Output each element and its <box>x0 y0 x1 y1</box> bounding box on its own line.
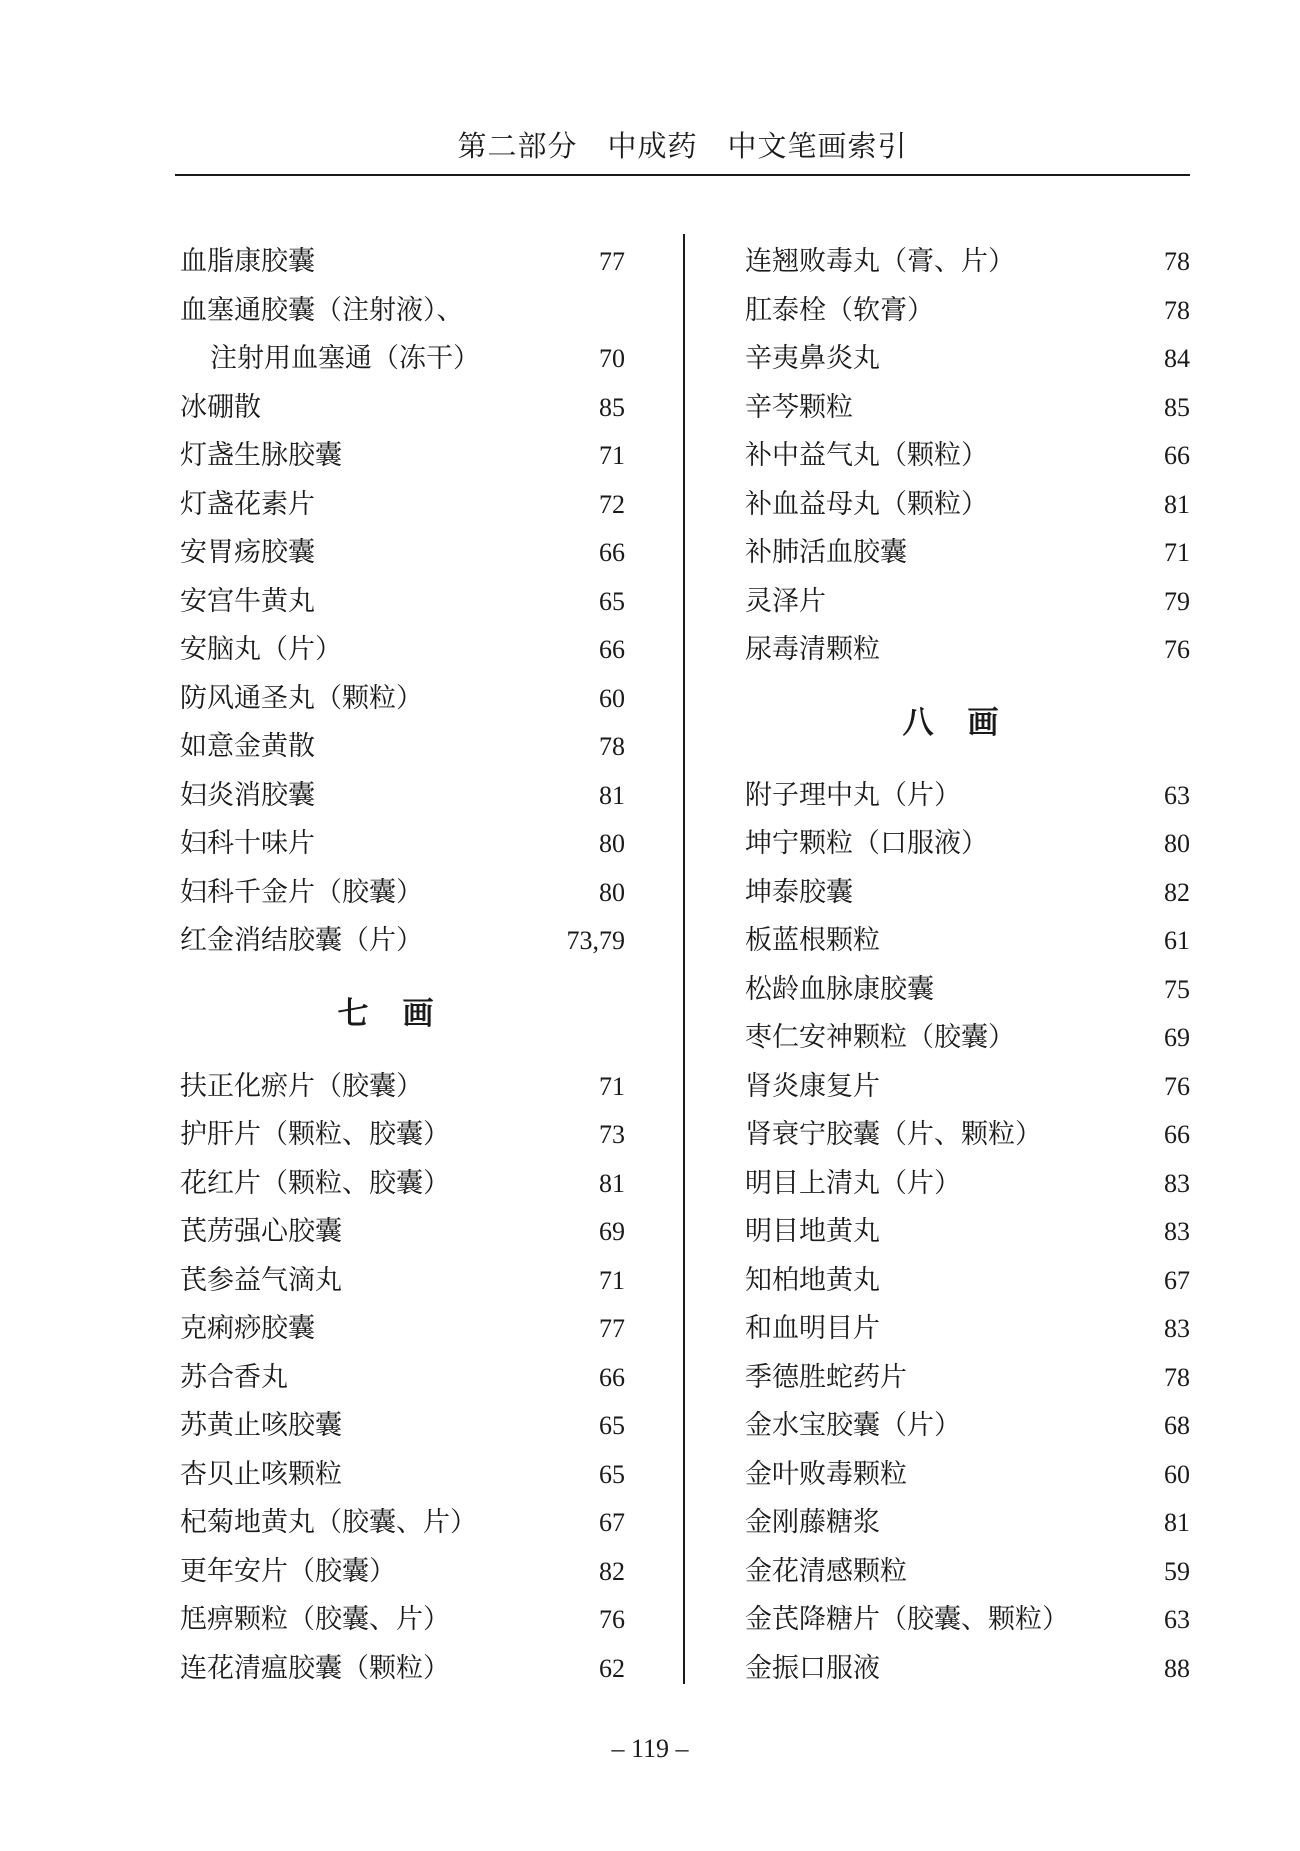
entry-name: 金叶败毒颗粒 <box>745 1458 907 1490</box>
entry-page-number: 80 <box>1164 829 1190 858</box>
entry-name: 安胃疡胶囊 <box>180 537 315 568</box>
entry-page-number: 70 <box>599 344 625 373</box>
entry-name: 冰硼散 <box>180 391 261 423</box>
entry-page-number: 81 <box>599 780 625 810</box>
index-entry <box>745 578 1190 627</box>
entry-page-number: 66 <box>1164 441 1190 470</box>
entry-page-number: 79 <box>1164 586 1190 616</box>
entry-page-number: 67 <box>1164 1265 1190 1295</box>
index-entry <box>745 1305 1190 1354</box>
index-entry <box>745 869 1190 918</box>
entry-name: 明目地黄丸 <box>745 1216 880 1247</box>
column-divider <box>683 234 685 1684</box>
index-entry <box>180 1645 625 1694</box>
entry-name: 连翘败毒丸（膏、片） <box>745 246 1015 277</box>
entry-page-number: 75 <box>1164 974 1190 1004</box>
index-entry <box>180 578 625 627</box>
entry-page-number: 61 <box>1164 926 1190 955</box>
entry-page-number: 81 <box>1164 1508 1190 1537</box>
entry-name: 坤泰胶囊 <box>745 876 853 908</box>
index-entry <box>180 1548 625 1597</box>
index-entry <box>745 1499 1190 1548</box>
entry-name: 花红片（颗粒、胶囊） <box>180 1167 450 1199</box>
index-entry <box>745 626 1190 675</box>
entry-name: 防风通圣丸（颗粒） <box>180 682 423 714</box>
entry-page-number: 60 <box>1164 1459 1190 1489</box>
entry-page-number: 78 <box>599 732 625 761</box>
index-entry <box>180 238 625 287</box>
index-entry <box>180 1596 625 1645</box>
index-entry <box>180 1208 625 1257</box>
entry-name: 灯盏生脉胶囊 <box>180 440 342 471</box>
entry-name: 连花清瘟胶囊（颗粒） <box>180 1652 450 1684</box>
entry-page-number: 81 <box>599 1168 625 1198</box>
entry-page-number: 84 <box>1164 344 1190 373</box>
entry-name: 如意金黄散 <box>180 731 315 762</box>
entry-name: 尿毒清颗粒 <box>745 634 880 665</box>
entry-page-number: 71 <box>1164 538 1190 567</box>
index-entry <box>745 772 1190 821</box>
index-entry <box>180 1257 625 1306</box>
index-entry <box>180 675 625 724</box>
entry-name: 杞菊地黄丸（胶囊、片） <box>180 1507 477 1538</box>
index-entry <box>745 1548 1190 1597</box>
entry-name: 肛泰栓（软膏） <box>745 294 934 326</box>
entry-name: 更年安片（胶囊） <box>180 1555 396 1587</box>
index-entry <box>745 1014 1190 1063</box>
entry-name: 金芪降糖片（胶囊、颗粒） <box>745 1604 1069 1635</box>
index-entry <box>180 626 625 675</box>
index-entry <box>180 481 625 530</box>
entry-page-number: 63 <box>1164 780 1190 810</box>
entry-name: 芪苈强心胶囊 <box>180 1216 342 1247</box>
entry-page-number: 81 <box>1164 489 1190 519</box>
index-entry <box>180 1402 625 1451</box>
index-entry <box>180 384 625 433</box>
index-entry <box>180 1305 625 1354</box>
index-entry <box>745 820 1190 869</box>
index-entry <box>745 432 1190 481</box>
entry-page-number: 71 <box>599 1071 625 1101</box>
entry-page-number: 67 <box>599 1508 625 1537</box>
index-entry <box>180 432 625 481</box>
entry-page-number: 76 <box>1164 635 1190 664</box>
stroke-section-heading: 八画 <box>902 704 1033 741</box>
entry-name: 补肺活血胶囊 <box>745 537 907 568</box>
index-column-left <box>180 238 625 1693</box>
entry-name: 金水宝胶囊（片） <box>745 1410 961 1441</box>
entry-page-number: 62 <box>599 1653 625 1683</box>
entry-name: 明目上清丸（片） <box>745 1167 961 1199</box>
entry-name: 枣仁安神颗粒（胶囊） <box>745 1022 1015 1053</box>
entry-name: 杏贝止咳颗粒 <box>180 1458 342 1490</box>
index-entry <box>745 1354 1190 1403</box>
entry-name: 苏黄止咳胶囊 <box>180 1410 342 1441</box>
index-entry <box>745 335 1190 384</box>
entry-page-number: 71 <box>599 441 625 470</box>
entry-name: 妇科千金片（胶囊） <box>180 876 423 908</box>
entry-page-number: 85 <box>1164 392 1190 422</box>
entry-name: 辛芩颗粒 <box>745 391 853 423</box>
entry-page-number: 88 <box>1164 1653 1190 1683</box>
entry-page-number: 69 <box>599 1217 625 1246</box>
index-entry <box>745 1111 1190 1160</box>
index-entry <box>180 1499 625 1548</box>
entry-page-number: 76 <box>1164 1071 1190 1101</box>
entry-page-number: 82 <box>599 1556 625 1586</box>
entry-page-number: 76 <box>599 1605 625 1634</box>
index-entry <box>180 1063 625 1112</box>
entry-page-number: 69 <box>1164 1023 1190 1052</box>
entry-page-number: 85 <box>599 392 625 422</box>
entry-name: 肾衰宁胶囊（片、颗粒） <box>745 1119 1042 1150</box>
entry-name: 红金消结胶囊（片） <box>180 925 423 956</box>
entry-page-number: 78 <box>1164 1362 1190 1392</box>
index-entry <box>180 1160 625 1209</box>
entry-name: 克痢痧胶囊 <box>180 1313 315 1344</box>
entry-page-number: 65 <box>599 1411 625 1440</box>
index-entry <box>745 384 1190 433</box>
index-entry <box>745 238 1190 287</box>
entry-page-number: 80 <box>599 829 625 858</box>
entry-name: 安脑丸（片） <box>180 634 342 665</box>
entry-name: 坤宁颗粒（口服液） <box>745 828 988 859</box>
entry-name: 灯盏花素片 <box>180 488 315 520</box>
entry-name: 妇科十味片 <box>180 828 315 859</box>
entry-page-number: 82 <box>1164 877 1190 907</box>
index-entry <box>745 966 1190 1015</box>
entry-name: 血塞通胶囊（注射液）、 <box>180 294 464 326</box>
index-entry <box>180 335 625 384</box>
entry-name: 注射用血塞通（冻干） <box>210 343 480 374</box>
entry-name: 板蓝根颗粒 <box>745 925 880 956</box>
entry-page-number: 72 <box>599 489 625 519</box>
index-entry <box>180 917 625 966</box>
entry-name: 季德胜蛇药片 <box>745 1361 907 1393</box>
entry-name: 辛夷鼻炎丸 <box>745 343 880 374</box>
entry-page-number: 80 <box>599 877 625 907</box>
entry-name: 灵泽片 <box>745 585 826 617</box>
entry-page-number: 66 <box>599 538 625 567</box>
entry-page-number: 73,79 <box>566 926 625 955</box>
entry-name: 金刚藤糖浆 <box>745 1507 880 1538</box>
index-entry <box>180 1451 625 1500</box>
index-entry <box>745 287 1190 336</box>
page-header-title: 第二部分 中成药 中文笔画索引 <box>457 129 908 163</box>
entry-name: 芪参益气滴丸 <box>180 1264 342 1296</box>
index-entry <box>745 1645 1190 1694</box>
entry-page-number: 73 <box>599 1120 625 1149</box>
index-entry <box>745 1596 1190 1645</box>
entry-page-number: 66 <box>599 635 625 664</box>
entry-name: 血脂康胶囊 <box>180 246 315 277</box>
entry-page-number: 65 <box>599 1459 625 1489</box>
entry-page-number: 77 <box>599 247 625 276</box>
index-entry <box>745 1160 1190 1209</box>
entry-page-number: 60 <box>599 683 625 713</box>
entry-page-number: 66 <box>1164 1120 1190 1149</box>
entry-name: 护肝片（颗粒、胶囊） <box>180 1119 450 1150</box>
index-entry <box>180 1354 625 1403</box>
entry-page-number: 83 <box>1164 1314 1190 1343</box>
entry-name: 扶正化瘀片（胶囊） <box>180 1070 423 1102</box>
entry-name: 补血益母丸（颗粒） <box>745 488 988 520</box>
entry-name: 补中益气丸（颗粒） <box>745 440 988 471</box>
index-entry <box>745 1402 1190 1451</box>
entry-page-number: 78 <box>1164 247 1190 276</box>
index-entry <box>180 723 625 772</box>
stroke-section-heading: 七画 <box>337 995 468 1032</box>
page-header <box>175 126 1190 176</box>
entry-page-number: 65 <box>599 586 625 616</box>
index-entry <box>745 917 1190 966</box>
entry-page-number: 66 <box>599 1362 625 1392</box>
entry-name: 附子理中丸（片） <box>745 779 961 811</box>
page-number: – 119 – <box>611 1734 689 1763</box>
entry-page-number: 77 <box>599 1314 625 1343</box>
entry-page-number: 71 <box>599 1265 625 1295</box>
entry-page-number: 63 <box>1164 1605 1190 1634</box>
entry-name: 知柏地黄丸 <box>745 1264 880 1296</box>
index-entry <box>745 1063 1190 1112</box>
index-entry <box>745 481 1190 530</box>
entry-page-number: 68 <box>1164 1411 1190 1440</box>
index-entry <box>180 529 625 578</box>
index-entry <box>180 869 625 918</box>
entry-page-number: 78 <box>1164 295 1190 325</box>
index-entry <box>180 820 625 869</box>
entry-name: 尪痹颗粒（胶囊、片） <box>180 1604 450 1635</box>
index-entry <box>745 529 1190 578</box>
entry-name: 肾炎康复片 <box>745 1070 880 1102</box>
entry-name: 金花清感颗粒 <box>745 1555 907 1587</box>
entry-name: 和血明目片 <box>745 1313 880 1344</box>
index-entry <box>180 287 625 336</box>
entry-name: 安宫牛黄丸 <box>180 585 315 617</box>
entry-page-number: 59 <box>1164 1556 1190 1586</box>
entry-page-number: 83 <box>1164 1217 1190 1246</box>
index-entry <box>745 1208 1190 1257</box>
entry-name: 金振口服液 <box>745 1652 880 1684</box>
index-column-right <box>745 238 1190 1693</box>
index-entry <box>745 1257 1190 1306</box>
entry-name: 妇炎消胶囊 <box>180 779 315 811</box>
entry-name: 松龄血脉康胶囊 <box>745 973 934 1005</box>
entry-page-number: 83 <box>1164 1168 1190 1198</box>
entry-name: 苏合香丸 <box>180 1361 288 1393</box>
index-entry <box>180 1111 625 1160</box>
index-entry <box>180 772 625 821</box>
index-entry <box>745 1451 1190 1500</box>
